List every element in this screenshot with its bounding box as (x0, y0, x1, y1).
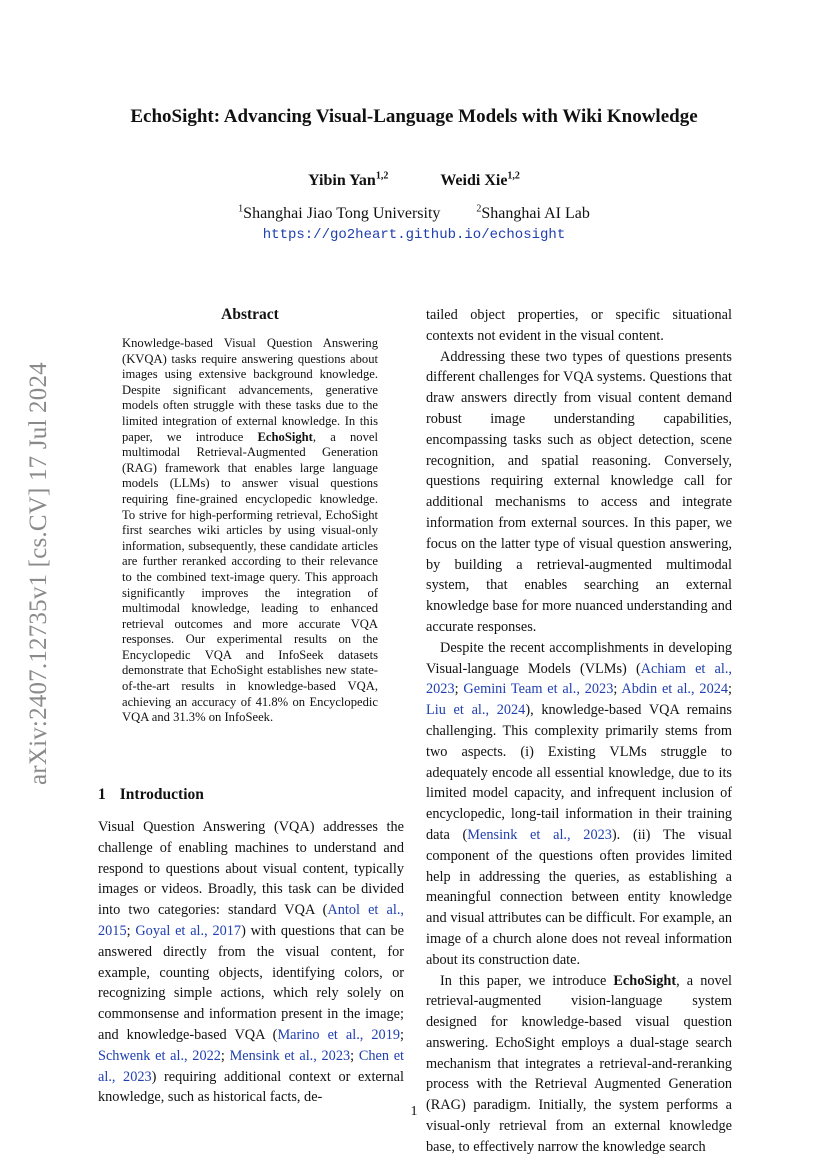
section-heading-introduction: 1 Introduction (98, 786, 204, 803)
citation-link[interactable]: Abdin et al., 2024 (621, 681, 729, 698)
citation-link[interactable]: Liu et al., 2024 (426, 702, 526, 719)
intro-paragraph-1-continued: tailed object properties, or specific situational contexts not evident in the visual content. (426, 307, 732, 344)
affiliation: $^2$Shanghai AI Lab (476, 203, 590, 222)
intro-paragraph-4: In this paper, we introduce EchoSight, a novel retrieval-augmented vision-language system designed for knowledge-based visual question answering. EchoSight employs a dual-stage search mechanism that integrates a retrieval-and-reranking process with the Retrieval Augmented Generation (RAG) paradigm. Initially, the system performs a visual-only retrieval from an external knowledge base, to effectively narrow the knowledge search (426, 972, 732, 1155)
intro-paragraph-1: Visual Question Answering (VQA) addresses the challenge of enabling machines to understand and respond to questions about visual content, typically images or videos. Broadly, this task can be divided into two categories: standard VQA (Antol et al., 2015; Goyal et al., 2017) with questions that can be answered directly from the visual content, for example, counting objects, identifying colors, or recognizing simple actions, which rely solely on commonsense and information present in the image; and knowledge-based VQA (Marino et al., 2019; Schwenk et al., 2022; Mensink et al., 2023; Chen et al., 2023) requiring additional context or external knowledge, such as historical facts, de- (98, 819, 405, 1106)
author-affiliation-sup: 1,2 (507, 170, 520, 182)
affiliation: $^1$Shanghai Jiao Tong University (238, 203, 441, 222)
author-affiliation-sup: 1,2 (375, 170, 389, 182)
abstract-heading: Abstract (221, 306, 279, 323)
citation-link[interactable]: Antol et al., 2015 (98, 902, 405, 939)
system-name: EchoSight (613, 972, 677, 989)
citation-link[interactable]: Schwenk et al., 2022 (98, 1047, 221, 1064)
citation-link[interactable]: Chen et al., 2023 (98, 1047, 405, 1085)
arxiv-sidebar-stamp: arXiv:2407.12735v1 [cs.CV] 17 Jul 2024 (25, 362, 52, 785)
project-url[interactable] (0, 227, 828, 243)
citation-link[interactable]: Gemini Team et al., 2023 (463, 681, 614, 698)
citation-link[interactable]: Marino et al., 2019 (277, 1026, 400, 1043)
system-name: EchoSight (257, 429, 313, 444)
affiliation-list (0, 205, 828, 223)
author-name: Yibin Yan$^{1,2}$ (308, 170, 389, 189)
author-list (0, 172, 828, 190)
abstract-body: Knowledge-based Visual Question Answering (KVQA) tasks require answering questions about images using extensive background knowledge. Despite significant advancements, generative models often struggle with these tasks due to the limited integration of external knowledge. In this paper, we introduce EchoSight, a novel multimodal Retrieval-Augmented Generation (RAG) framework that enables large language models (LLMs) to answer visual questions requiring fine-grained encyclopedic knowledge. To strive for high-performing retrieval, EchoSight first searches wiki articles by using visual-only information, subsequently, these candidate articles are further reranked according to their relevance to the combined text-image query. This approach significantly improves the integration of multimodal knowledge, leading to enhanced retrieval outcomes and more accurate VQA responses. Our experimental results on the Encyclopedic VQA and InfoSeek datasets demonstrate that EchoSight establishes new state-of-the-art results in knowledge-based VQA, achieving an accuracy of 41.8% on Encyclopedic VQA and 31.3% on InfoSeek. (122, 336, 378, 725)
citation-link[interactable]: Goyal et al., 2017 (135, 922, 242, 939)
intro-paragraph-2: Addressing these two types of questions presents different challenges for VQA systems. Questions that draw answers directly from visual content demand robust image understanding capabilities, encompassing tasks such as object detection, scene recognition, and spatial reasoning. Conversely, questions requiring external knowledge call for additional mechanisms to access and integrate information from external sources. In this paper, we focus on the latter type of visual question answering, by building a retrieval-augmented multimodal system, that enables searching an external knowledge base for more nuanced understanding and accurate responses. (426, 348, 732, 635)
citation-link[interactable]: Achiam et al., 2023 (426, 660, 732, 698)
intro-paragraph-3: Despite the recent accomplishments in developing Visual-language Models (VLMs) (Achiam et al., 2023; Gemini Team et al., 2023; Abdin et al., 2024; Liu et al., 2024), knowledge-based VQA remains challenging. This complexity primarily stems from two aspects. (i) Existing VLMs struggle to adequately encode all essential knowledge, due to its limited model capacity, and infrequent inclusion of encyclopedic, long-tail information in their training data (Mensink et al., 2023). (ii) The visual component of the questions often provides limited help in addressing the queries, as establishing a meaningful connection between entity knowledge and visual attributes can be difficult. For example, an image of a church alone does not reveal information about its construction date. (426, 639, 733, 968)
page-number: 1 (410, 1104, 418, 1119)
author-name: Weidi Xie$^{1,2}$ (440, 170, 520, 189)
intro-column-left (98, 817, 404, 1108)
citation-link[interactable]: Mensink et al., 2023 (467, 826, 612, 843)
intro-column-right (426, 305, 732, 1158)
paper-title: EchoSight: Advancing Visual-Language Models with Wiki Knowledge (130, 106, 698, 127)
citation-link[interactable]: Mensink et al., 2023 (229, 1047, 351, 1064)
project-link[interactable]: https://go2heart.github.io/echosight (262, 227, 566, 243)
